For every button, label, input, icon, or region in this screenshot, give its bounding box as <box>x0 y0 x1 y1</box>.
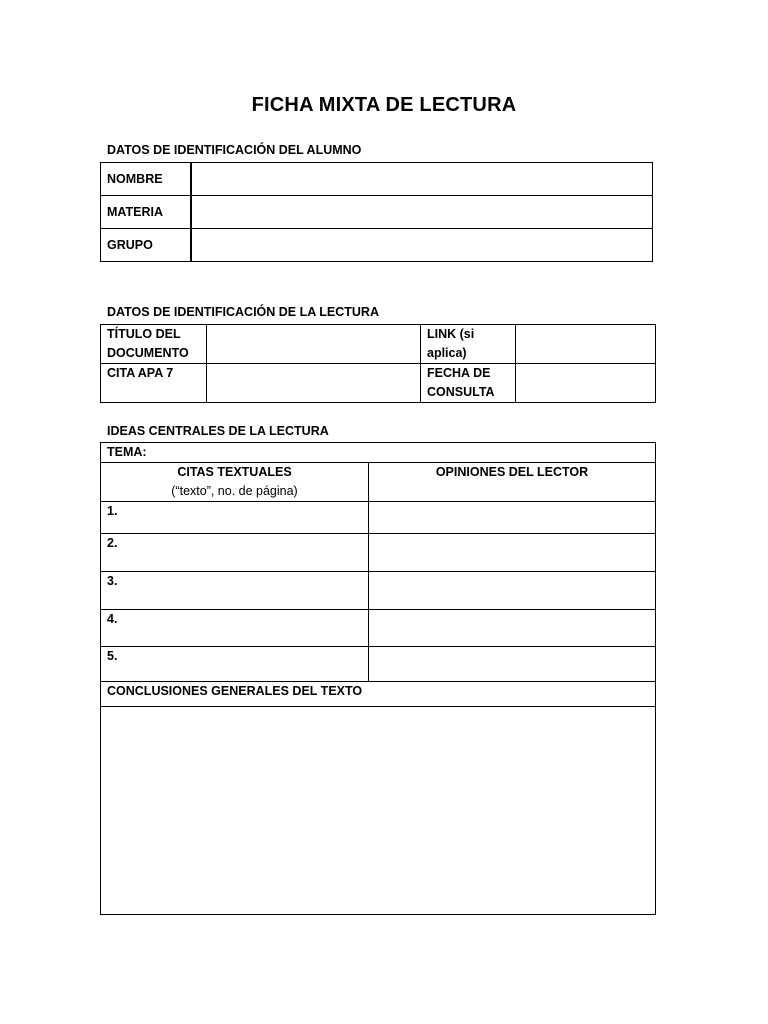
opinion-item-3[interactable] <box>369 572 656 610</box>
link-label-line1: LINK (si <box>427 327 475 341</box>
titulo-label <box>101 325 207 364</box>
cita-field[interactable] <box>207 364 421 403</box>
table-row <box>101 229 653 262</box>
table-row <box>101 502 656 534</box>
opiniones-header: OPINIONES DEL LECTOR <box>369 463 656 502</box>
citas-header <box>101 463 369 502</box>
tema-label[interactable]: TEMA: <box>101 443 656 463</box>
table-row <box>101 463 656 502</box>
page-title: FICHA MIXTA DE LECTURA <box>251 94 517 116</box>
student-section-heading: DATOS DE IDENTIFICACIÓN DEL ALUMNO <box>107 143 362 157</box>
grupo-label: GRUPO <box>101 229 192 262</box>
fecha-label-line2: CONSULTA <box>427 385 495 399</box>
table-row <box>101 163 653 196</box>
ideas-section-heading: IDEAS CENTRALES DE LA LECTURA <box>107 424 329 438</box>
table-row <box>101 325 656 364</box>
table-row <box>101 647 656 682</box>
opinion-item-2[interactable] <box>369 534 656 572</box>
materia-label: MATERIA <box>101 196 192 229</box>
fecha-field[interactable] <box>516 364 656 403</box>
materia-field[interactable] <box>191 196 653 229</box>
reading-table <box>100 324 656 403</box>
opinion-item-4[interactable] <box>369 610 656 647</box>
opinion-item-1[interactable] <box>369 502 656 534</box>
table-row <box>101 534 656 572</box>
table-row <box>101 196 653 229</box>
link-label <box>421 325 516 364</box>
reading-section-heading: DATOS DE IDENTIFICACIÓN DE LA LECTURA <box>107 305 379 319</box>
cita-item-3[interactable]: 3. <box>101 572 369 610</box>
link-label-line2: aplica) <box>427 346 467 360</box>
fecha-label-line1: FECHA DE <box>427 366 491 380</box>
cita-item-5[interactable]: 5. <box>101 647 369 682</box>
link-field[interactable] <box>516 325 656 364</box>
conclusions-label: CONCLUSIONES GENERALES DEL TEXTO <box>101 682 656 707</box>
citas-header-subtitle: (“texto”, no. de página) <box>171 484 298 498</box>
conclusions-field[interactable] <box>101 707 656 915</box>
fecha-label <box>421 364 516 403</box>
grupo-field[interactable] <box>191 229 653 262</box>
titulo-label-line1: TÍTULO DEL <box>107 327 181 341</box>
cita-item-4[interactable]: 4. <box>101 610 369 647</box>
citas-header-title: CITAS TEXTUALES <box>177 465 292 479</box>
opinion-item-5[interactable] <box>369 647 656 682</box>
cita-item-1[interactable]: 1. <box>101 502 369 534</box>
ideas-table <box>100 442 656 915</box>
table-row <box>101 610 656 647</box>
table-row <box>101 364 656 403</box>
cita-label: CITA APA 7 <box>101 364 207 403</box>
table-row <box>101 682 656 707</box>
table-row <box>101 443 656 463</box>
titulo-field[interactable] <box>207 325 421 364</box>
titulo-label-line2: DOCUMENTO <box>107 346 189 360</box>
student-table <box>100 162 653 262</box>
table-row <box>101 572 656 610</box>
nombre-label: NOMBRE <box>101 163 192 196</box>
nombre-field[interactable] <box>191 163 653 196</box>
table-row <box>101 707 656 915</box>
cita-item-2[interactable]: 2. <box>101 534 369 572</box>
